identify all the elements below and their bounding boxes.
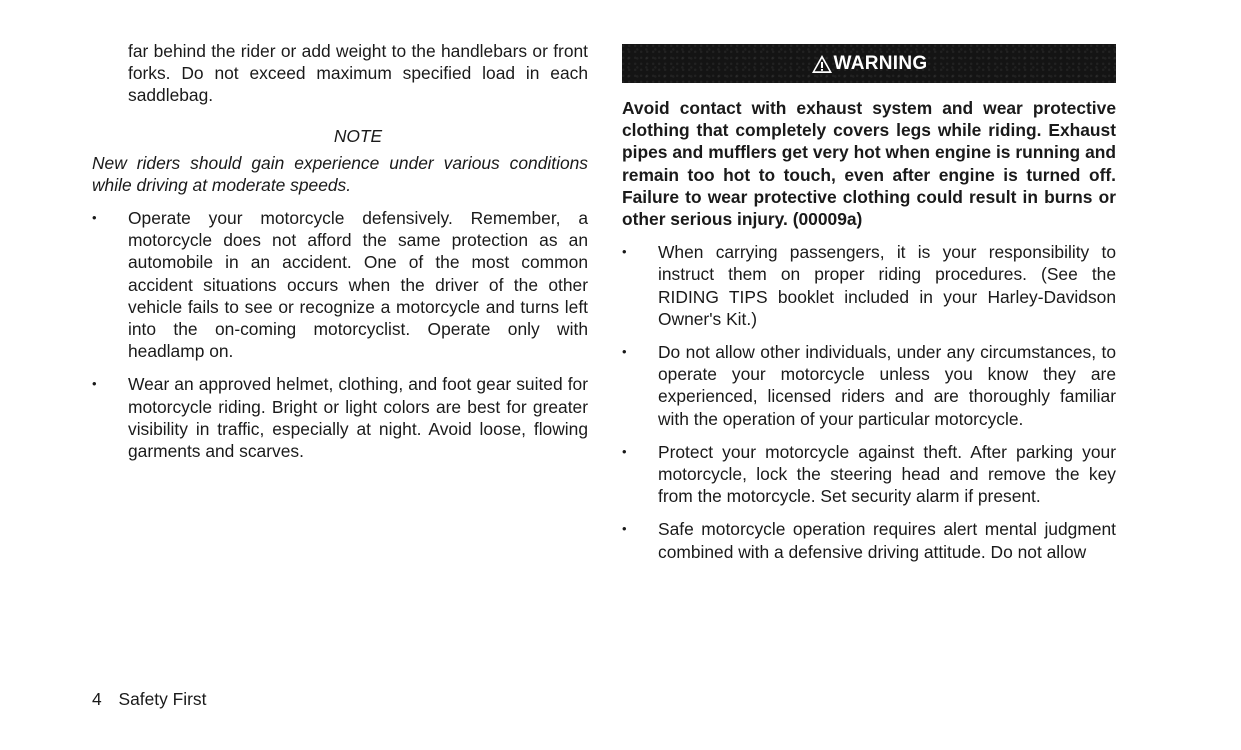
list-item-text: Wear an approved helmet, clothing, and foot gear suited for motorcycle riding. Bright or light colors are best for greater visibility in traffic, especially at night. Avoid loose, flowing garments and scarves.	[128, 374, 588, 462]
bullet-icon: •	[92, 210, 97, 226]
list-item-text: Safe motorcycle operation requires alert mental judgment combined with a defensive driving attitude. Do not allow	[658, 519, 1116, 562]
bullet-icon: •	[622, 344, 627, 360]
note-title: NOTE	[333, 125, 383, 146]
bullet-icon: •	[622, 521, 627, 537]
list-item	[92, 207, 588, 362]
page-number: 4	[92, 689, 102, 709]
bullet-icon: •	[622, 443, 627, 459]
list-item-text: Protect your motorcycle against theft. After parking your motorcycle, lock the steering head and remove the key from the motorcycle. Set security alarm if present.	[658, 441, 1116, 507]
warning-label: WARNING	[833, 52, 928, 74]
left-column	[92, 40, 588, 473]
list-item	[92, 373, 588, 462]
warning-triangle-icon	[811, 54, 833, 74]
continuation-paragraph: far behind the rider or add weight to the handlebars or front forks. Do not exceed maximum specified load in each saddlebag.	[128, 41, 588, 106]
list-item-text: Operate your motorcycle defensively. Remember, a motorcycle does not afford the same protection as an automobile in an accident. One of the most common accident situations occurs when the driver of the other vehicle fails to see or recognize a motorcycle and turns left into the on-coming motorcyclist. Operate only with headlamp on.	[128, 208, 588, 362]
section-title: Safety First	[118, 689, 207, 709]
list-item	[622, 441, 1116, 508]
note-body: New riders should gain experience under various conditions while driving at moderate speeds.	[92, 152, 588, 195]
bullet-icon: •	[622, 244, 627, 260]
list-item-text: When carrying passengers, it is your responsibility to instruct them on proper riding procedures. (See the RIDING TIPS booklet included in your Harley-Davidson Owner's Kit.)	[658, 242, 1116, 329]
right-column	[622, 40, 1116, 574]
bullet-icon: •	[92, 376, 97, 392]
list-item	[622, 518, 1116, 562]
warning-text: Avoid contact with exhaust system and wear protective clothing that completely covers legs while riding. Exhaust pipes and mufflers get very hot when engine is running and remain too hot to touch, even after engine is turned off. Failure to wear protective clothing could result in burns or other serious injury. (00009a)	[622, 98, 1116, 230]
page-footer	[92, 688, 206, 710]
warning-banner	[622, 44, 1116, 83]
list-item	[622, 241, 1116, 330]
list-item	[622, 341, 1116, 430]
list-item-text: Do not allow other individuals, under any circumstances, to operate your motorcycle unless you know they are experienced, licensed riders and are thoroughly familiar with the operation of your particular motorcycle.	[658, 342, 1116, 429]
